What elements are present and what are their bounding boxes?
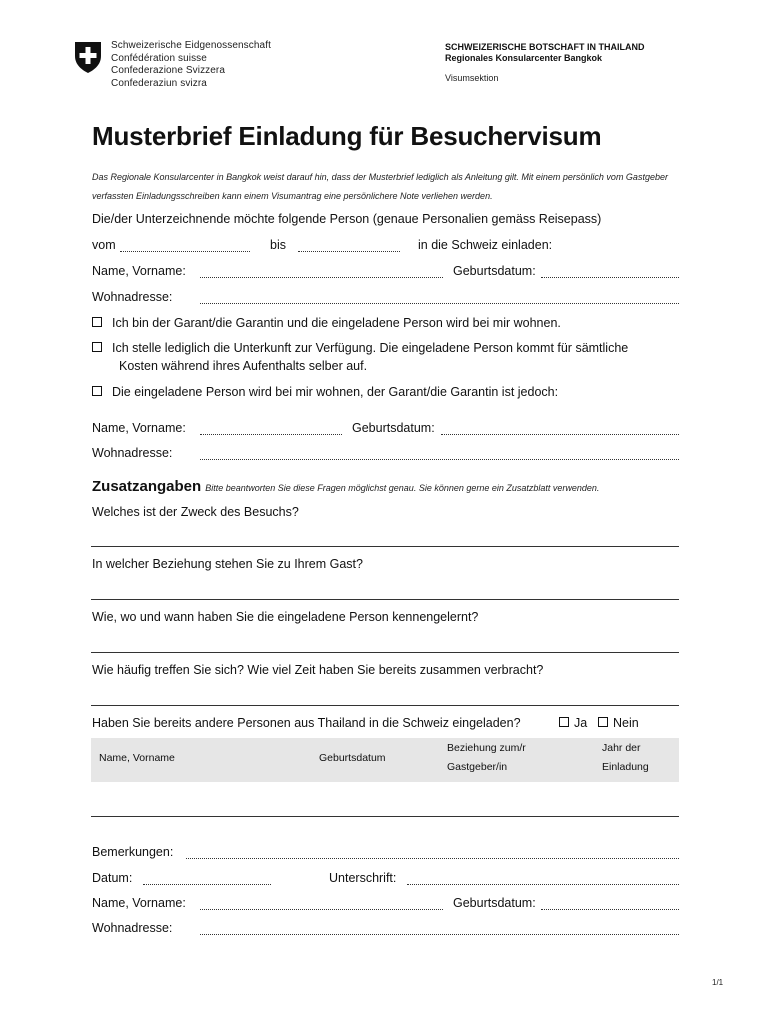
remarks-field[interactable] <box>186 857 679 859</box>
checkbox[interactable] <box>598 717 608 727</box>
col-name: Name, Vorname <box>99 752 175 764</box>
guest-birth-field[interactable] <box>541 276 679 278</box>
date-label: Datum: <box>92 871 133 885</box>
to-label: bis <box>270 238 286 252</box>
guarantor-name-label: Name, Vorname: <box>92 421 186 435</box>
guest-address-label: Wohnadresse: <box>92 290 173 304</box>
guarantor-address-field[interactable] <box>200 458 679 460</box>
section-label: Visumsektion <box>445 73 499 83</box>
host-address-label: Wohnadresse: <box>92 921 173 935</box>
checkbox[interactable] <box>92 386 102 396</box>
guarantor-name-field[interactable] <box>200 433 342 435</box>
guarantor-address-label: Wohnadresse: <box>92 446 173 460</box>
checkbox[interactable] <box>559 717 569 727</box>
guest-birth-label: Geburtsdatum: <box>453 264 536 278</box>
guest-name-label: Name, Vorname: <box>92 264 186 278</box>
invites-table-header <box>91 738 679 782</box>
question-acquaintance: Wie, wo und wann haben Sie die eingeladene Person kennengelernt? <box>92 610 479 624</box>
host-name-field[interactable] <box>200 908 443 910</box>
signature-label: Unterschrift: <box>329 871 397 885</box>
table-row[interactable] <box>91 816 679 817</box>
option-accommodation-only[interactable]: Ich stelle lediglich die Unterkunft zur Verfügung. Die eingeladene Person kommt für sämtliche <box>92 341 628 355</box>
guest-address-field[interactable] <box>200 302 679 304</box>
page-title: Musterbrief Einladung für Besuchervisum <box>92 121 602 151</box>
host-birth-field[interactable] <box>541 908 679 910</box>
guest-name-field[interactable] <box>200 276 443 278</box>
answer-line-purpose[interactable] <box>91 546 679 547</box>
to-date-field[interactable] <box>298 250 400 252</box>
additional-heading: Zusatzangaben Bitte beantworten Sie diese Fragen möglichst genau. Sie können gerne ein Zusatzblatt verwenden. <box>92 478 600 495</box>
guarantor-birth-field[interactable] <box>441 433 679 435</box>
host-name-label: Name, Vorname: <box>92 896 186 910</box>
date-field[interactable] <box>143 883 271 885</box>
answer-line-frequency[interactable] <box>91 705 679 706</box>
intro-text: Das Regionale Konsularcenter in Bangkok weist darauf hin, dass der Musterbrief lediglich als Anleitung gilt. Mit einem persönlich vom Gastgeber verfassten Einladungsschreiben kann einem Visumantrag eine persönlichere Note verliehen werden. <box>92 172 668 201</box>
embassy-heading: SCHWEIZERISCHE BOTSCHAFT IN THAILAND Regionales Konsularcenter Bangkok <box>445 42 645 63</box>
undersigned-text: Die/der Unterzeichnende möchte folgende Person (genaue Personalien gemäss Reisepass) <box>92 212 602 226</box>
host-address-field[interactable] <box>200 933 679 935</box>
guarantor-birth-label: Geburtsdatum: <box>352 421 435 435</box>
question-relationship: In welcher Beziehung stehen Sie zu Ihrem Gast? <box>92 557 363 571</box>
option-guarantor-hosts[interactable]: Ich bin der Garant/die Garantin und die eingeladene Person wird bei mir wohnen. <box>92 316 561 330</box>
remarks-label: Bemerkungen: <box>92 845 174 859</box>
from-date-field[interactable] <box>120 250 250 252</box>
no-option[interactable]: Nein <box>598 716 639 730</box>
question-previous-invites: Haben Sie bereits andere Personen aus Thailand in die Schweiz eingeladen? <box>92 716 521 730</box>
signature-field[interactable] <box>407 883 679 885</box>
option-other-guarantor[interactable]: Die eingeladene Person wird bei mir wohnen, der Garant/die Garantin ist jedoch: <box>92 385 558 399</box>
checkbox[interactable] <box>92 342 102 352</box>
col-birth: Geburtsdatum <box>319 752 386 764</box>
answer-line-relationship[interactable] <box>91 599 679 600</box>
answer-line-acquaintance[interactable] <box>91 652 679 653</box>
option-accommodation-cont: Kosten während ihres Aufenthalts selber auf. <box>119 359 368 373</box>
question-purpose: Welches ist der Zweck des Besuchs? <box>92 505 299 519</box>
host-birth-label: Geburtsdatum: <box>453 896 536 910</box>
checkbox[interactable] <box>92 317 102 327</box>
col-year: Jahr der Einladung <box>602 742 649 773</box>
from-label: vom <box>92 238 116 252</box>
invite-suffix: in die Schweiz einladen: <box>418 238 553 252</box>
page-number: 1/1 <box>712 978 724 987</box>
swiss-coat-of-arms-logo <box>73 40 103 74</box>
col-relation: Beziehung zum/r Gastgeber/in <box>447 742 526 773</box>
question-frequency: Wie häufig treffen Sie sich? Wie viel Zeit haben Sie bereits zusammen verbracht? <box>92 663 544 677</box>
yes-option[interactable]: Ja <box>559 716 587 730</box>
confederation-names: Schweizerische Eidgenossenschaft Confédération suisse Confederazione Svizzera Confederaziun svizra <box>111 40 271 89</box>
